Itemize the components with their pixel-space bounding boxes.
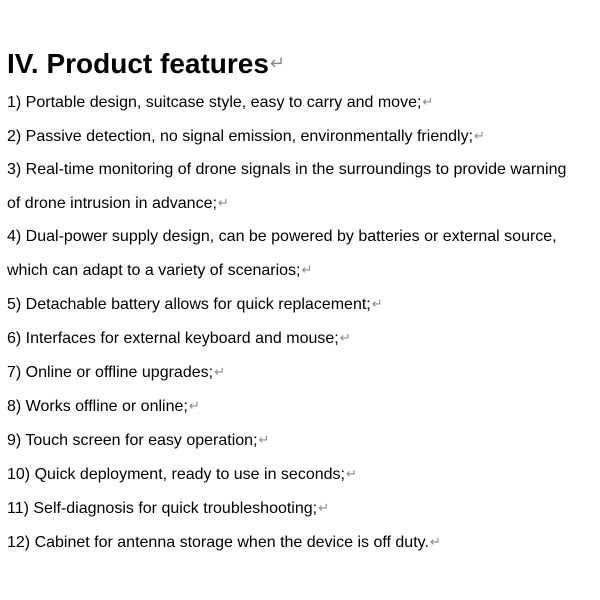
feature-item-10 [7,457,597,491]
feature-item-5 [7,287,597,321]
feature-item-12 [7,525,597,559]
feature-item-3 [7,153,597,220]
feature-item-text: 12) Cabinet for antenna storage when the device is off duty. [7,534,429,551]
feature-item-text: 1) Portable design, suitcase style, easy to carry and move; [7,94,422,111]
paragraph-mark-icon: ↵ [269,53,286,73]
feature-item-text: 2) Passive detection, no signal emission, environmentally friendly; [7,128,474,145]
feature-item-11 [7,491,597,525]
feature-item-4 [7,220,597,287]
feature-item-text-line2: of drone intrusion in advance; [7,195,217,212]
feature-item-text: 10) Quick deployment, ready to use in seconds; [7,466,345,483]
feature-item-text: 8) Works offline or online; [7,398,188,415]
feature-item-text-line1: 4) Dual-power supply design, can be powered by batteries or external source, [7,228,557,245]
feature-item-text: 6) Interfaces for external keyboard and mouse; [7,330,339,347]
feature-item-text: 11) Self-diagnosis for quick troubleshooting; [7,500,318,517]
feature-item-7 [7,355,597,389]
feature-item-2 [7,119,597,153]
paragraph-mark-icon: ↵ [474,128,485,143]
paragraph-mark-icon: ↵ [371,296,383,311]
feature-item-1 [7,85,597,119]
paragraph-mark-icon: ↵ [188,398,200,413]
paragraph-mark-icon: ↵ [258,432,270,447]
feature-item-text: 7) Online or offline upgrades; [7,364,214,381]
feature-item-text-line1: 3) Real-time monitoring of drone signals in the surroundings to provide warning [7,161,567,178]
feature-item-text: 5) Detachable battery allows for quick replacement; [7,296,371,313]
paragraph-mark-icon: ↵ [214,364,225,379]
paragraph-mark-icon: ↵ [339,330,351,345]
paragraph-mark-icon: ↵ [217,195,229,210]
paragraph-mark-icon: ↵ [345,466,357,481]
document-page [7,44,597,559]
paragraph-mark-icon: ↵ [422,94,434,109]
feature-item-9 [7,423,597,457]
section-heading [7,44,597,83]
feature-item-6 [7,321,597,355]
feature-item-text-line2: which can adapt to a variety of scenarios; [7,262,301,279]
paragraph-mark-icon: ↵ [318,500,330,515]
feature-item-text: 9) Touch screen for easy operation; [7,432,258,449]
paragraph-mark-icon: ↵ [301,262,313,277]
feature-item-8 [7,389,597,423]
section-heading-text: IV. Product features [7,48,269,79]
paragraph-mark-icon: ↵ [429,534,441,549]
